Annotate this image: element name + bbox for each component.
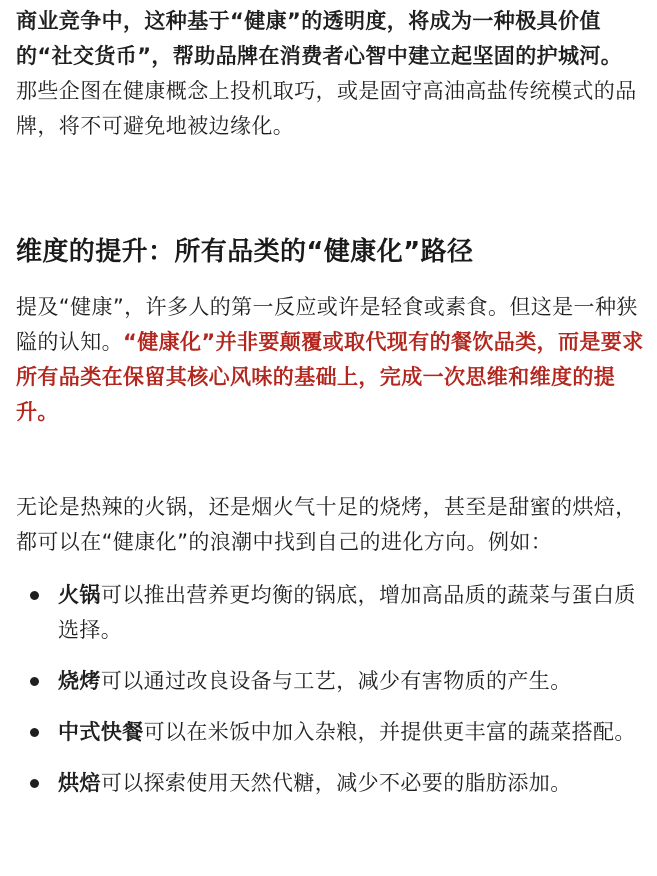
- list-item-term: 烧烤: [58, 669, 101, 693]
- list-item-term: 火锅: [58, 583, 101, 607]
- list-item-text: 可以在米饭中加入杂粮，并提供更丰富的蔬菜搭配。: [143, 720, 636, 744]
- bullet-icon: [30, 779, 39, 788]
- list-item-term: 烘焙: [58, 771, 101, 795]
- spacer: [16, 270, 644, 290]
- section-paragraph-2: 无论是热辣的火锅，还是烟火气十足的烧烤，甚至是甜蜜的烘焙，都可以在“健康化”的浪潮中找到自己的进化方向。例如：: [16, 495, 637, 554]
- spacer: [16, 144, 644, 234]
- section-heading: 维度的提升：所有品类的“健康化”路径: [16, 237, 474, 267]
- section-paragraph-1: [16, 290, 644, 430]
- list-item: [16, 766, 644, 801]
- intro-text: 那些企图在健康概念上投机取巧，或是固守高油高盐传统模式的品牌，将不可避免地被边缘化。: [16, 79, 637, 138]
- list-item: [16, 578, 644, 648]
- paragraph-text: 提及“健康”，许多人的第一反应或许是轻食或素食。但这是一种狭隘的认知。: [16, 295, 638, 354]
- list-item: [16, 664, 644, 699]
- list-item-term: 中式快餐: [58, 720, 144, 744]
- list-item-text: 可以推出营养更均衡的锅底，增加高品质的蔬菜与蛋白质选择。: [58, 583, 636, 642]
- bullet-icon: [30, 728, 39, 737]
- list-item: [16, 715, 644, 750]
- intro-bold-text: 商业竞争中，这种基于“健康”的透明度，将成为一种极具价值的“社交货币”，帮助品牌在消费者心智中建立起坚固的护城河。: [16, 9, 623, 68]
- article: [16, 4, 644, 817]
- spacer: [16, 430, 644, 490]
- examples-list: [16, 578, 644, 801]
- list-item-text: 可以探索使用天然代糖，减少不必要的脂肪添加。: [100, 771, 572, 795]
- bullet-icon: [30, 591, 39, 600]
- intro-paragraph: [16, 4, 644, 144]
- list-item-text: 可以通过改良设备与工艺，减少有害物质的产生。: [100, 669, 572, 693]
- paragraph-emphasis: “健康化”并非要颠覆或取代现有的餐饮品类，而是要求所有品类在保留其核心风味的基础上，完成一次思维和维度的提升。: [16, 330, 644, 424]
- bullet-icon: [30, 677, 39, 686]
